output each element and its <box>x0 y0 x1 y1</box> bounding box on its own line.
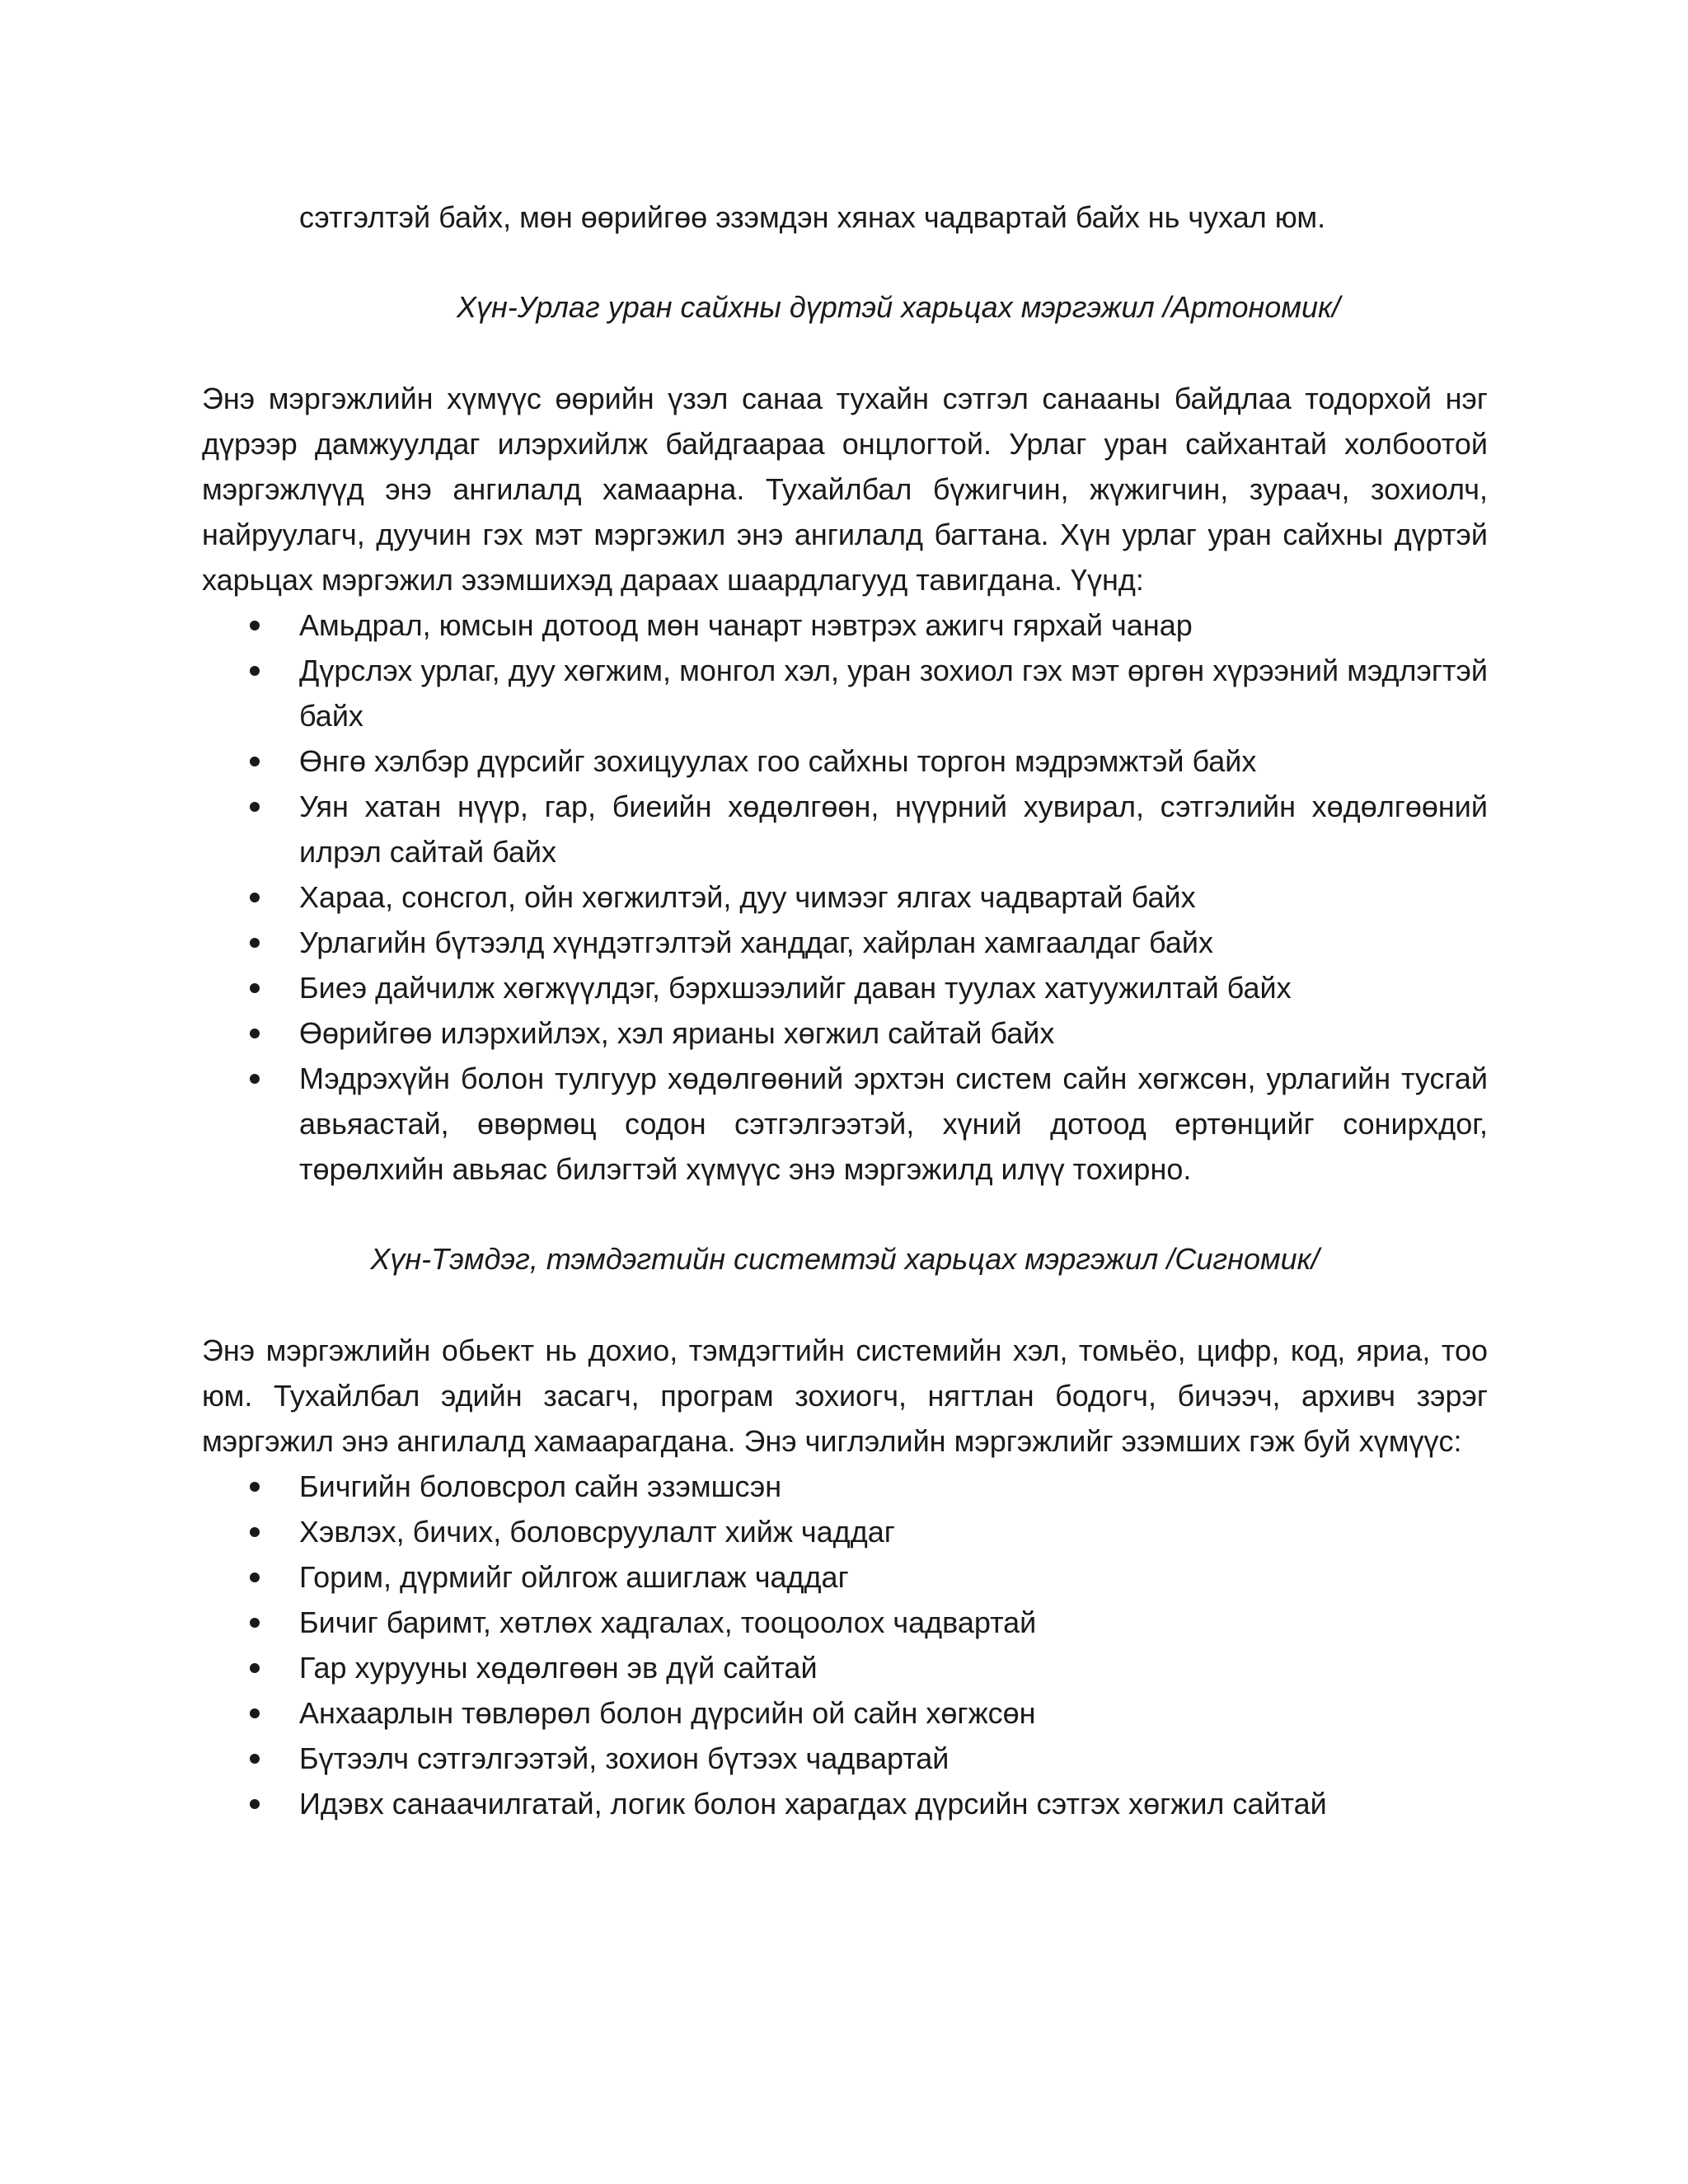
list-item <box>202 1509 1488 1554</box>
list-item <box>202 1600 1488 1645</box>
list-item-text: Гар хурууны хөдөлгөөн эв дүй сайтай <box>299 1651 818 1685</box>
bullet-icon <box>250 621 260 630</box>
list-item-text: Анхаарлын төвлөрөл болон дүрсийн ой сайн хөгжсөн <box>299 1696 1036 1730</box>
bullet-icon <box>250 1572 260 1582</box>
list-item <box>202 1781 1488 1826</box>
list-item-text: Дүрслэх урлаг, дуу хөгжим, монгол хэл, уран зохиол гэх мэт өргөн хүрээний мэдлэгтэй байх <box>299 654 1488 733</box>
list-item <box>202 874 1488 920</box>
list-item <box>202 920 1488 965</box>
bullet-list-artonomic <box>202 602 1488 1192</box>
bullet-icon <box>250 1799 260 1809</box>
list-item <box>202 1736 1488 1781</box>
bullet-icon <box>250 1029 260 1038</box>
bullet-icon <box>250 1074 260 1084</box>
list-item <box>202 648 1488 738</box>
list-item-text: Хэвлэх, бичих, боловсруулалт хийж чаддаг <box>299 1515 895 1549</box>
bullet-icon <box>250 1527 260 1537</box>
bullet-icon <box>250 1482 260 1492</box>
bullet-icon <box>250 1754 260 1764</box>
list-item-text: Горим, дүрмийг ойлгож ашиглаж чаддаг <box>299 1560 849 1594</box>
list-item <box>202 1645 1488 1690</box>
section-heading-artonomic: Хүн-Урлаг уран сайхны дүртэй харьцах мэргэжил /Артономик/ <box>456 290 1341 324</box>
section-heading-signomic: Хүн-Тэмдэг, тэмдэгтийн системтэй харьцах мэргэжил /Сигномик/ <box>370 1242 1320 1276</box>
list-item <box>202 738 1488 784</box>
bullet-icon <box>250 893 260 902</box>
bullet-icon <box>250 1618 260 1628</box>
list-item-text: Мэдрэхүйн болон тулгуур хөдөлгөөний эрхтэн систем сайн хөгжсөн, урлагийн тусгай авьяастай, өвөрмөц содон сэтгэлгээтэй, хүний дотоод ертөнцийг сонирхдог, төрөлхийн авьяас билэгтэй хүмүүс энэ мэргэжилд илүү тохирно. <box>299 1062 1488 1186</box>
list-item-text: Бүтээлч сэтгэлгээтэй, зохион бүтээх чадвартай <box>299 1741 950 1775</box>
document-content <box>202 194 1488 1826</box>
bullet-icon <box>250 802 260 812</box>
list-item-text: Амьдрал, юмсын дотоод мөн чанарт нэвтрэх ажигч гярхай чанар <box>299 608 1193 642</box>
list-item-text: Өнгө хэлбэр дүрсийг зохицуулах гоо сайхны торгон мэдрэмжтэй байх <box>299 744 1257 778</box>
bullet-icon <box>250 1708 260 1718</box>
list-item-text: Хараа, сонсгол, ойн хөгжилтэй, дуу чимээг ялгах чадвартай байх <box>299 880 1196 914</box>
list-item <box>202 602 1488 648</box>
bullet-icon <box>250 757 260 766</box>
list-item-text: Идэвх санаачилгатай, логик болон харагдах дүрсийн сэтгэх хөгжил сайтай <box>299 1787 1327 1821</box>
section-paragraph-artonomic: Энэ мэргэжлийн хүмүүс өөрийн үзэл санаа тухайн сэтгэл санааны байдлаа тодорхой нэг дүрээр дамжуулдаг илэрхийлж байдгаараа онцлогтой. Урлаг уран сайхантай холбоотой мэргэжлүүд энэ ангилалд хамаарна. Тухайлбал бүжигчин, жүжигчин, зураач, зохиолч, найруулагч, дуучин гэх мэт мэргэжил энэ ангилалд багтана. Хүн урлаг уран сайхны дүртэй харьцах мэргэжил эзэмшихэд дараах шаардлагууд тавигдана. Үүнд: <box>202 382 1488 597</box>
bullet-icon <box>250 1663 260 1673</box>
list-item <box>202 1056 1488 1192</box>
list-item <box>202 784 1488 874</box>
continuation-line: сэтгэлтэй байх, мөн өөрийгөө эзэмдэн хянах чадвартай байх нь чухал юм. <box>299 200 1326 234</box>
list-item-text: Өөрийгөө илэрхийлэх, хэл ярианы хөгжил сайтай байх <box>299 1016 1055 1050</box>
list-item <box>202 1464 1488 1509</box>
list-item <box>202 1690 1488 1736</box>
bullet-list-signomic <box>202 1464 1488 1826</box>
list-item-text: Бичиг баримт, хөтлөх хадгалах, тооцоолох чадвартай <box>299 1605 1037 1639</box>
list-item <box>202 965 1488 1010</box>
bullet-icon <box>250 666 260 676</box>
list-item-text: Биеэ дайчилж хөгжүүлдэг, бэрхшээлийг даван туулах хатуужилтай байх <box>299 971 1292 1005</box>
bullet-icon <box>250 938 260 948</box>
list-item-text: Бичгийн боловсрол сайн эзэмшсэн <box>299 1469 782 1503</box>
list-item-text: Уян хатан нүүр, гар, биеийн хөдөлгөөн, нүүрний хувирал, сэтгэлийн хөдөлгөөний илрэл сайтай байх <box>299 790 1488 869</box>
bullet-icon <box>250 983 260 993</box>
list-item <box>202 1554 1488 1600</box>
list-item-text: Урлагийн бүтээлд хүндэтгэлтэй ханддаг, хайрлан хамгаалдаг байх <box>299 926 1213 959</box>
list-item <box>202 1010 1488 1056</box>
section-paragraph-signomic: Энэ мэргэжлийн обьект нь дохио, тэмдэгтийн системийн хэл, томьёо, цифр, код, яриа, тоо юм. Тухайлбал эдийн засагч, програм зохиогч, нягтлан бодогч, бичээч, архивч зэрэг мэргэжил энэ ангилалд хамаарагдана. Энэ чиглэлийн мэргэжлийг эзэмших гэж буй хүмүүс: <box>202 1333 1488 1458</box>
